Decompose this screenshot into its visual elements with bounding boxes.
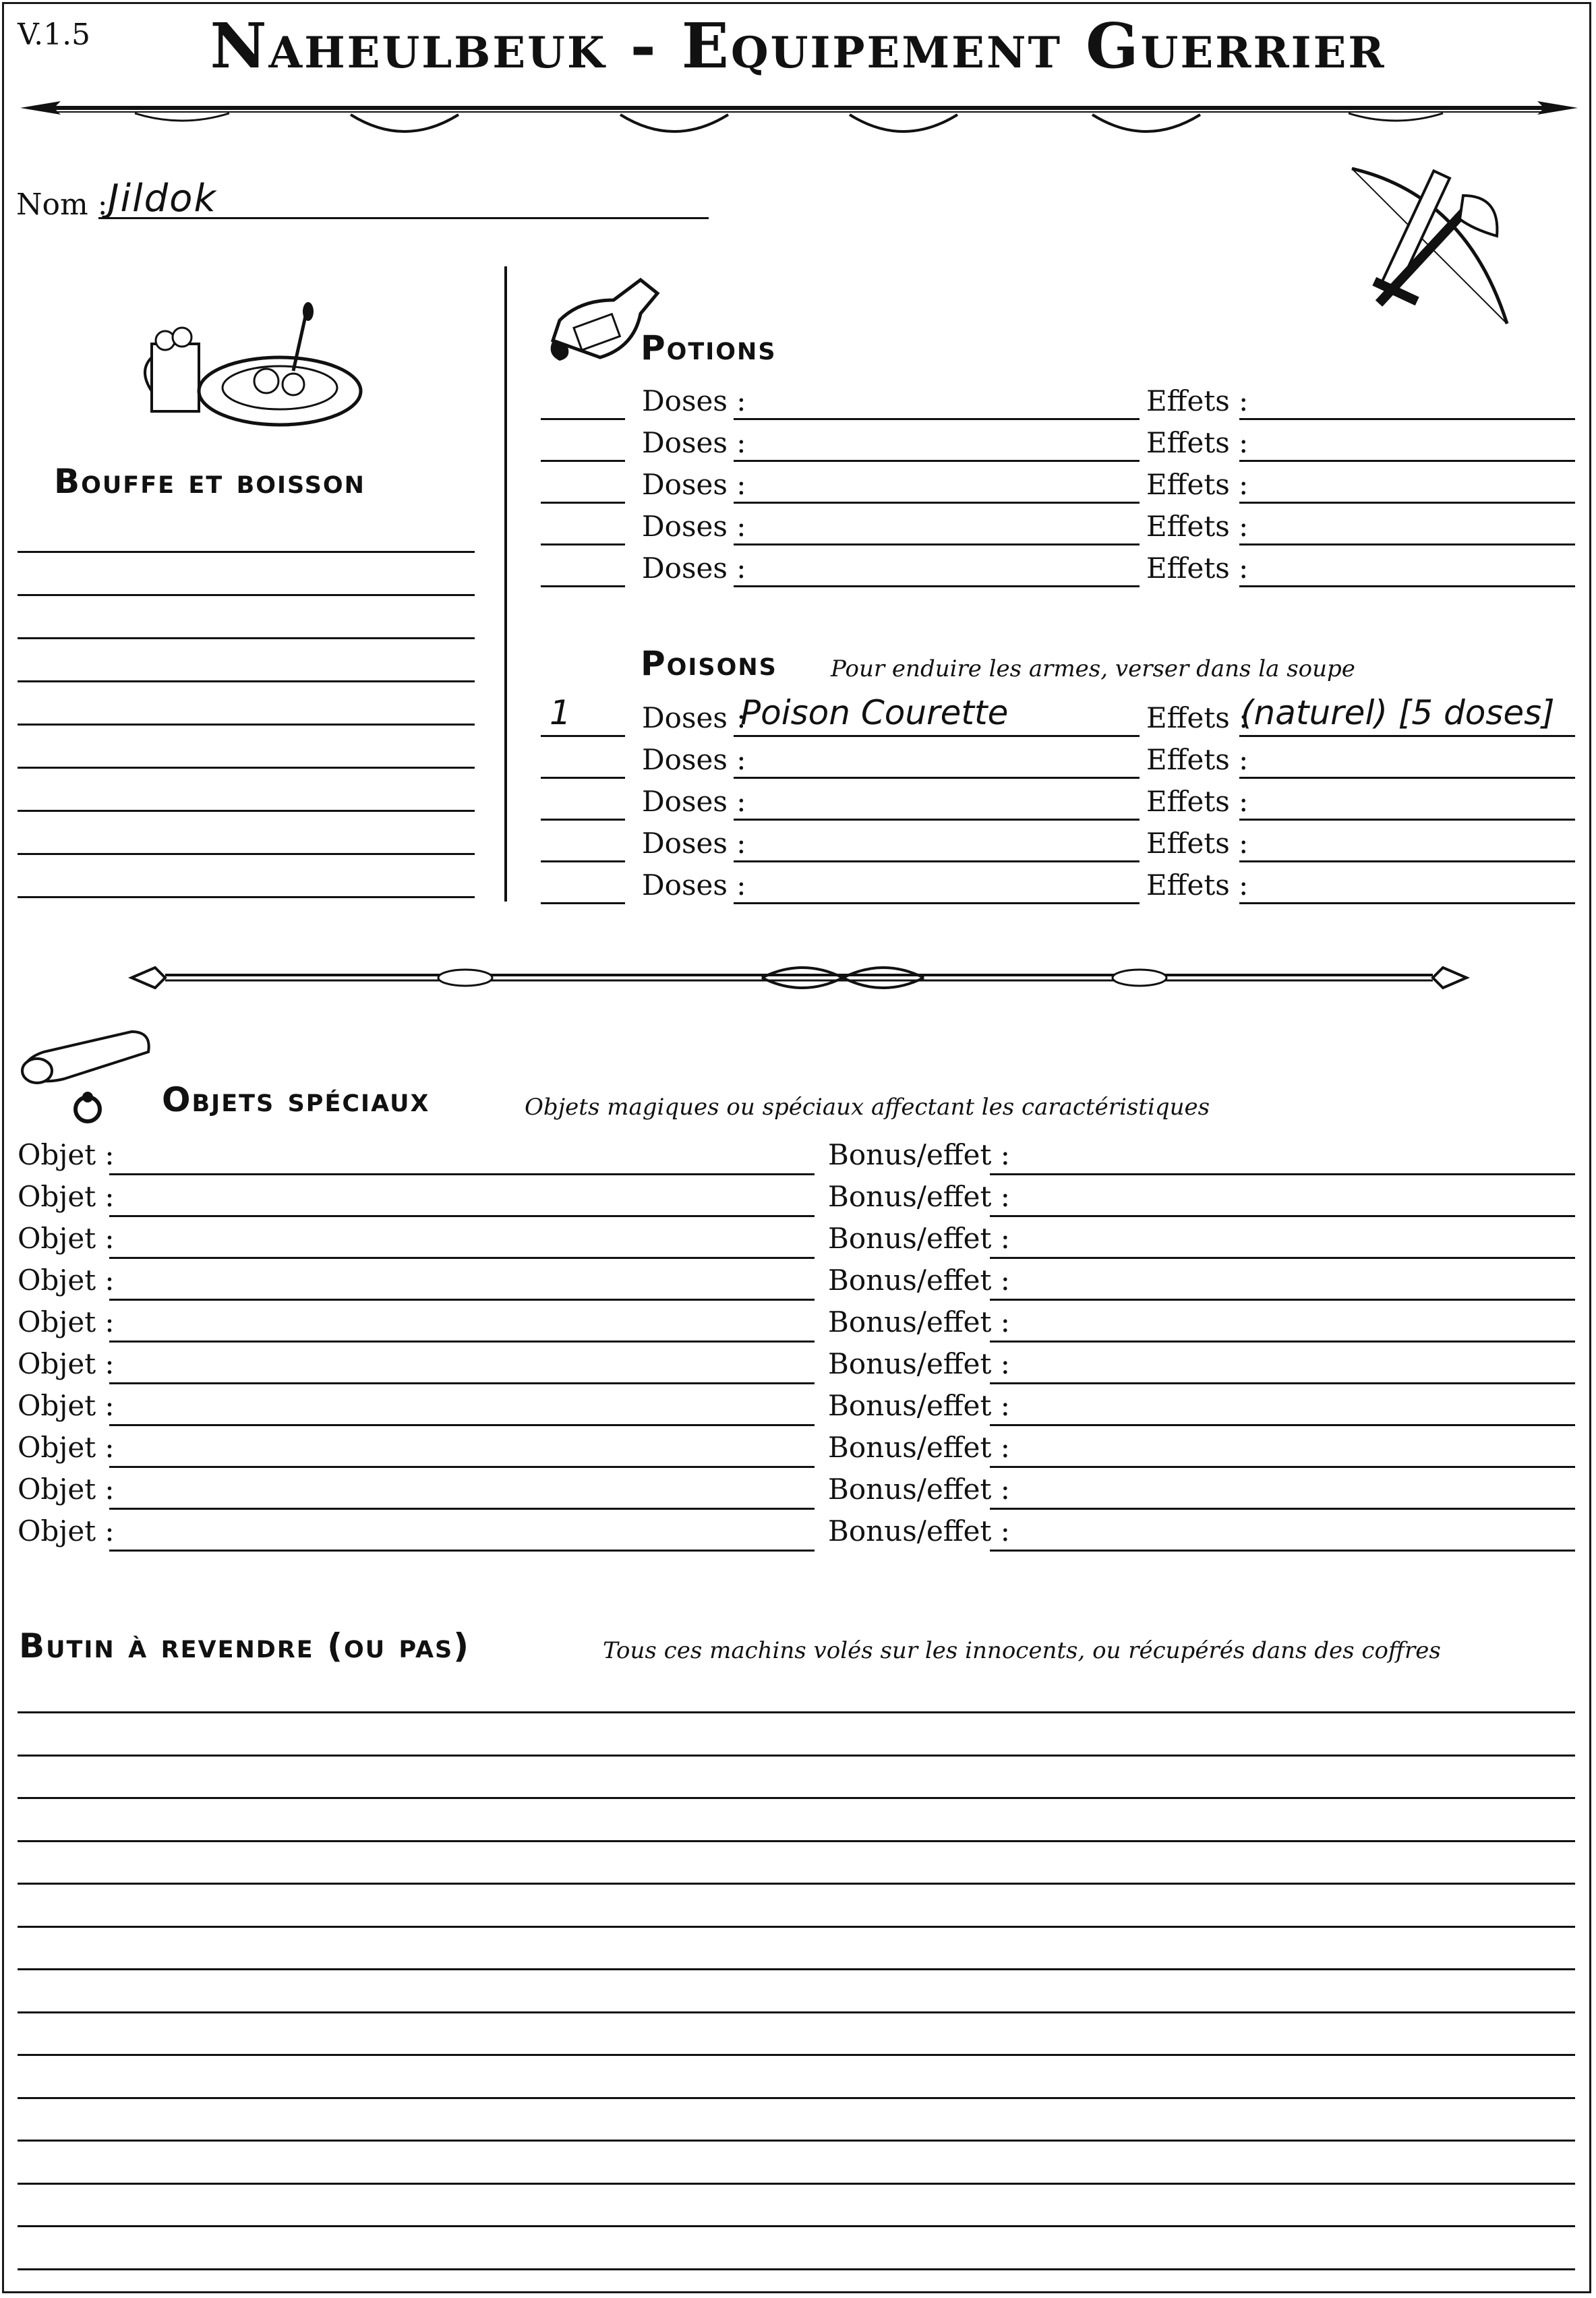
poison-doses-line[interactable]	[734, 860, 1140, 862]
special-item-bonus-line[interactable]	[990, 1340, 1575, 1343]
poison-qty-line[interactable]	[541, 860, 625, 862]
potion-qty-line[interactable]	[541, 543, 625, 546]
special-item-bonus-line[interactable]	[990, 1257, 1575, 1259]
special-item-bonus-label: Bonus/effet :	[828, 1305, 1010, 1338]
nom-label: Nom :	[16, 187, 108, 222]
poison-effets-label: Effets :	[1146, 827, 1249, 860]
poisons-subtitle: Pour enduire les armes, verser dans la soupe	[831, 655, 1355, 682]
special-item-bonus-label: Bonus/effet :	[828, 1389, 1010, 1422]
special-item-bonus-line[interactable]	[990, 1299, 1575, 1301]
special-item-objet-label: Objet :	[18, 1264, 115, 1297]
special-item-objet-line[interactable]	[109, 1508, 815, 1510]
crossed-sword-axe-bow-icon	[1332, 155, 1520, 337]
poison-effets-label: Effets :	[1146, 701, 1249, 734]
food-line[interactable]	[18, 896, 475, 898]
poison-effets-line[interactable]	[1239, 777, 1575, 779]
potion-effets-label: Effets :	[1146, 510, 1249, 543]
special-item-bonus-line[interactable]	[990, 1424, 1575, 1426]
special-item-bonus-label: Bonus/effet :	[828, 1264, 1010, 1297]
poison-doses-line[interactable]	[734, 777, 1140, 779]
nom-field[interactable]: Jildok	[108, 177, 217, 220]
special-item-bonus-line[interactable]	[990, 1508, 1575, 1510]
special-item-objet-line[interactable]	[109, 1173, 815, 1175]
poison-doses-line[interactable]	[734, 819, 1140, 821]
special-items-heading: Objets spéciaux	[162, 1080, 430, 1119]
poison-doses-label: Doses :	[642, 785, 746, 818]
potion-doses-label: Doses :	[642, 384, 746, 417]
potion-doses-line[interactable]	[734, 502, 1140, 504]
poison-doses-line[interactable]	[734, 902, 1140, 904]
potion-effets-label: Effets :	[1146, 468, 1249, 501]
special-item-bonus-line[interactable]	[990, 1173, 1575, 1175]
potion-doses-label: Doses :	[642, 468, 746, 501]
poison-doses-label: Doses :	[642, 701, 746, 734]
loot-line[interactable]	[18, 2268, 1575, 2270]
potion-doses-line[interactable]	[734, 543, 1140, 546]
special-item-objet-label: Objet :	[18, 1389, 115, 1422]
loot-subtitle: Tous ces machins volés sur les innocents, ou récupérés dans des coffres	[603, 1637, 1441, 1664]
food-line[interactable]	[18, 680, 475, 682]
potion-effets-line[interactable]	[1239, 543, 1575, 546]
poison-effets-line[interactable]	[1239, 819, 1575, 821]
poison-doses-line[interactable]	[734, 735, 1140, 737]
poison-effets-line[interactable]	[1239, 902, 1575, 904]
poison-effets-line[interactable]	[1239, 860, 1575, 862]
loot-line[interactable]	[18, 2225, 1575, 2227]
potion-qty-line[interactable]	[541, 418, 625, 420]
poisons-heading: Poisons	[641, 644, 777, 683]
special-item-bonus-label: Bonus/effet :	[828, 1347, 1010, 1380]
special-item-bonus-line[interactable]	[990, 1382, 1575, 1384]
spear-divider-icon	[13, 88, 1585, 148]
potions-heading: Potions	[641, 328, 777, 367]
special-item-objet-label: Objet :	[18, 1138, 115, 1171]
special-item-objet-line[interactable]	[109, 1215, 815, 1217]
special-item-bonus-line[interactable]	[990, 1215, 1575, 1217]
loot-line[interactable]	[18, 1711, 1575, 1713]
special-item-objet-label: Objet :	[18, 1431, 115, 1464]
loot-line[interactable]	[18, 1926, 1575, 1928]
loot-line[interactable]	[18, 2054, 1575, 2056]
special-item-objet-label: Objet :	[18, 1514, 115, 1548]
potion-effets-label: Effets :	[1146, 426, 1249, 459]
food-line[interactable]	[18, 853, 475, 855]
potion-qty-line[interactable]	[541, 502, 625, 504]
poison-effets-label: Effets :	[1146, 743, 1249, 776]
potion-effets-label: Effets :	[1146, 552, 1249, 585]
poison-doses-label: Doses :	[642, 743, 746, 776]
loot-line[interactable]	[18, 1968, 1575, 1970]
poison-qty-line[interactable]	[541, 902, 625, 904]
special-item-bonus-label: Bonus/effet :	[828, 1180, 1010, 1213]
potion-doses-label: Doses :	[642, 426, 746, 459]
potion-effets-line[interactable]	[1239, 418, 1575, 420]
poison-qty-value[interactable]: 1	[550, 693, 571, 732]
loot-line[interactable]	[18, 2011, 1575, 2013]
loot-line[interactable]	[18, 1797, 1575, 1799]
tankard-and-plate-icon	[138, 303, 374, 438]
page-title: Naheulbeuk - Equipement Guerrier	[210, 9, 1386, 82]
poison-effets-line[interactable]	[1239, 735, 1575, 737]
potion-doses-line[interactable]	[734, 585, 1140, 587]
special-item-objet-label: Objet :	[18, 1473, 115, 1506]
special-item-objet-label: Objet :	[18, 1305, 115, 1338]
poison-doses-value[interactable]: Poison Courette	[740, 693, 1009, 732]
special-item-bonus-label: Bonus/effet :	[828, 1222, 1010, 1255]
food-line[interactable]	[18, 637, 475, 639]
food-line[interactable]	[18, 810, 475, 812]
food-line[interactable]	[18, 594, 475, 596]
special-item-bonus-label: Bonus/effet :	[828, 1431, 1010, 1464]
poison-qty-line[interactable]	[541, 777, 625, 779]
special-item-objet-label: Objet :	[18, 1347, 115, 1380]
special-item-objet-line[interactable]	[109, 1382, 815, 1384]
loot-line[interactable]	[18, 1883, 1575, 1885]
potion-doses-label: Doses :	[642, 552, 746, 585]
version-label: V.1.5	[18, 18, 91, 52]
special-item-bonus-label: Bonus/effet :	[828, 1473, 1010, 1506]
potion-effets-label: Effets :	[1146, 384, 1249, 417]
column-divider	[504, 266, 507, 902]
special-item-bonus-line[interactable]	[990, 1466, 1575, 1468]
poison-effets-label: Effets :	[1146, 785, 1249, 818]
special-item-objet-line[interactable]	[109, 1466, 815, 1468]
potion-qty-line[interactable]	[541, 460, 625, 462]
special-item-objet-label: Objet :	[18, 1180, 115, 1213]
potion-effets-line[interactable]	[1239, 460, 1575, 462]
special-item-objet-line[interactable]	[109, 1299, 815, 1301]
loot-line[interactable]	[18, 2097, 1575, 2099]
special-item-objet-line[interactable]	[109, 1340, 815, 1343]
poison-qty-line[interactable]	[541, 819, 625, 821]
loot-line[interactable]	[18, 2140, 1575, 2142]
loot-line[interactable]	[18, 2183, 1575, 2185]
special-item-bonus-label: Bonus/effet :	[828, 1514, 1010, 1548]
special-items-subtitle: Objets magiques ou spéciaux affectant les caractéristiques	[525, 1094, 1210, 1121]
special-item-bonus-line[interactable]	[990, 1550, 1575, 1552]
food-line[interactable]	[18, 551, 475, 553]
food-line[interactable]	[18, 767, 475, 769]
loot-line[interactable]	[18, 1755, 1575, 1757]
loot-heading: Butin à revendre (ou pas)	[19, 1626, 471, 1666]
special-item-objet-label: Objet :	[18, 1222, 115, 1255]
special-item-bonus-label: Bonus/effet :	[828, 1138, 1010, 1171]
poison-qty-line[interactable]	[541, 735, 625, 737]
potion-qty-line[interactable]	[541, 585, 625, 587]
poison-effets-label: Effets :	[1146, 868, 1249, 902]
food-heading: Bouffe et boisson	[54, 462, 365, 501]
loot-line[interactable]	[18, 1840, 1575, 1842]
potion-doses-line[interactable]	[734, 418, 1140, 420]
staff-divider-icon	[128, 958, 1470, 998]
poison-doses-label: Doses :	[642, 868, 746, 902]
food-line[interactable]	[18, 724, 475, 726]
scroll-and-ring-icon	[17, 1025, 158, 1126]
special-item-objet-line[interactable]	[109, 1424, 815, 1426]
poison-effets-value[interactable]: (naturel) [5 doses]	[1241, 693, 1555, 732]
special-item-objet-line[interactable]	[109, 1550, 815, 1552]
potion-doses-label: Doses :	[642, 510, 746, 543]
potion-effets-line[interactable]	[1239, 585, 1575, 587]
potion-doses-line[interactable]	[734, 460, 1140, 462]
poison-doses-label: Doses :	[642, 827, 746, 860]
potion-effets-line[interactable]	[1239, 502, 1575, 504]
special-item-objet-line[interactable]	[109, 1257, 815, 1259]
